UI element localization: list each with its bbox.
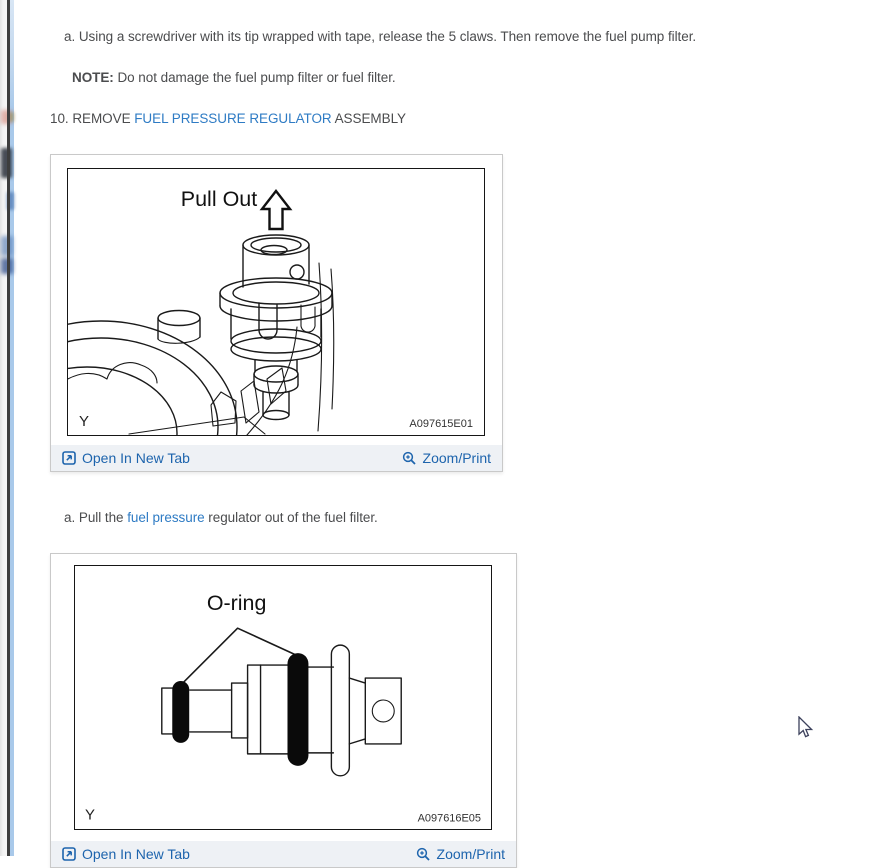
step-10-heading	[50, 110, 810, 128]
step-a2-suffix: regulator out of the fuel filter.	[204, 509, 378, 525]
sidebar-accent-strip	[10, 0, 14, 856]
small-o-ring	[172, 681, 189, 743]
step-a2-prefix: a. Pull the	[64, 509, 128, 525]
o-ring-drawing	[75, 566, 491, 829]
figure-corner-label: Y	[79, 413, 90, 430]
figure-o-ring	[50, 553, 517, 868]
sidebar-gutter	[0, 0, 7, 856]
note-paragraph	[72, 69, 772, 87]
figure-o-ring-image	[74, 565, 492, 830]
large-o-ring	[287, 653, 308, 766]
open-in-new-tab-icon	[62, 847, 76, 861]
fuel-pressure-regulator-link[interactable]: FUEL PRESSURE REGULATOR	[134, 110, 332, 126]
step-10-prefix: 10. REMOVE	[50, 110, 135, 126]
figure-pull-out-image	[67, 168, 485, 436]
figure-pull-out	[50, 154, 503, 472]
figure-callout-label: O-ring	[206, 591, 267, 616]
step-10-suffix: ASSEMBLY	[331, 110, 406, 126]
zoom-print-label: Zoom/Print	[422, 450, 491, 466]
mouse-cursor	[798, 716, 815, 746]
open-in-new-tab-label: Open In New Tab	[82, 846, 190, 862]
open-in-new-tab-label: Open In New Tab	[82, 450, 190, 466]
figure-code-label: A097615E01	[409, 418, 473, 430]
figure-callout-label: Pull Out	[180, 187, 258, 211]
open-in-new-tab-link[interactable]	[62, 846, 190, 862]
figure-corner-label: Y	[84, 806, 95, 824]
zoom-print-label: Zoom/Print	[436, 846, 505, 862]
pull-out-drawing	[68, 169, 484, 435]
note-label: NOTE:	[72, 69, 114, 85]
note-text: Do not damage the fuel pump filter or fuel filter.	[113, 69, 396, 85]
zoom-print-icon	[416, 847, 431, 862]
open-in-new-tab-icon	[62, 451, 76, 465]
figure-actions-bar	[51, 841, 516, 867]
sidebar-resize-handle[interactable]	[7, 0, 10, 856]
open-in-new-tab-link[interactable]	[62, 450, 190, 466]
figure-actions-bar	[51, 445, 502, 471]
zoom-print-link[interactable]	[402, 450, 491, 466]
collapsed-sidebar	[0, 0, 14, 856]
step-a-pull-text	[64, 509, 764, 527]
zoom-print-link[interactable]	[416, 846, 505, 862]
figure-code-label: A097616E05	[417, 812, 482, 825]
pull-out-arrow-icon	[262, 191, 290, 229]
step-a-screwdriver-text: a. Using a screwdriver with its tip wrapped with tape, release the 5 claws. Then remove the fuel pump filter.	[64, 28, 697, 44]
fuel-pressure-link[interactable]: fuel pressure	[127, 509, 205, 525]
zoom-print-icon	[402, 451, 417, 466]
